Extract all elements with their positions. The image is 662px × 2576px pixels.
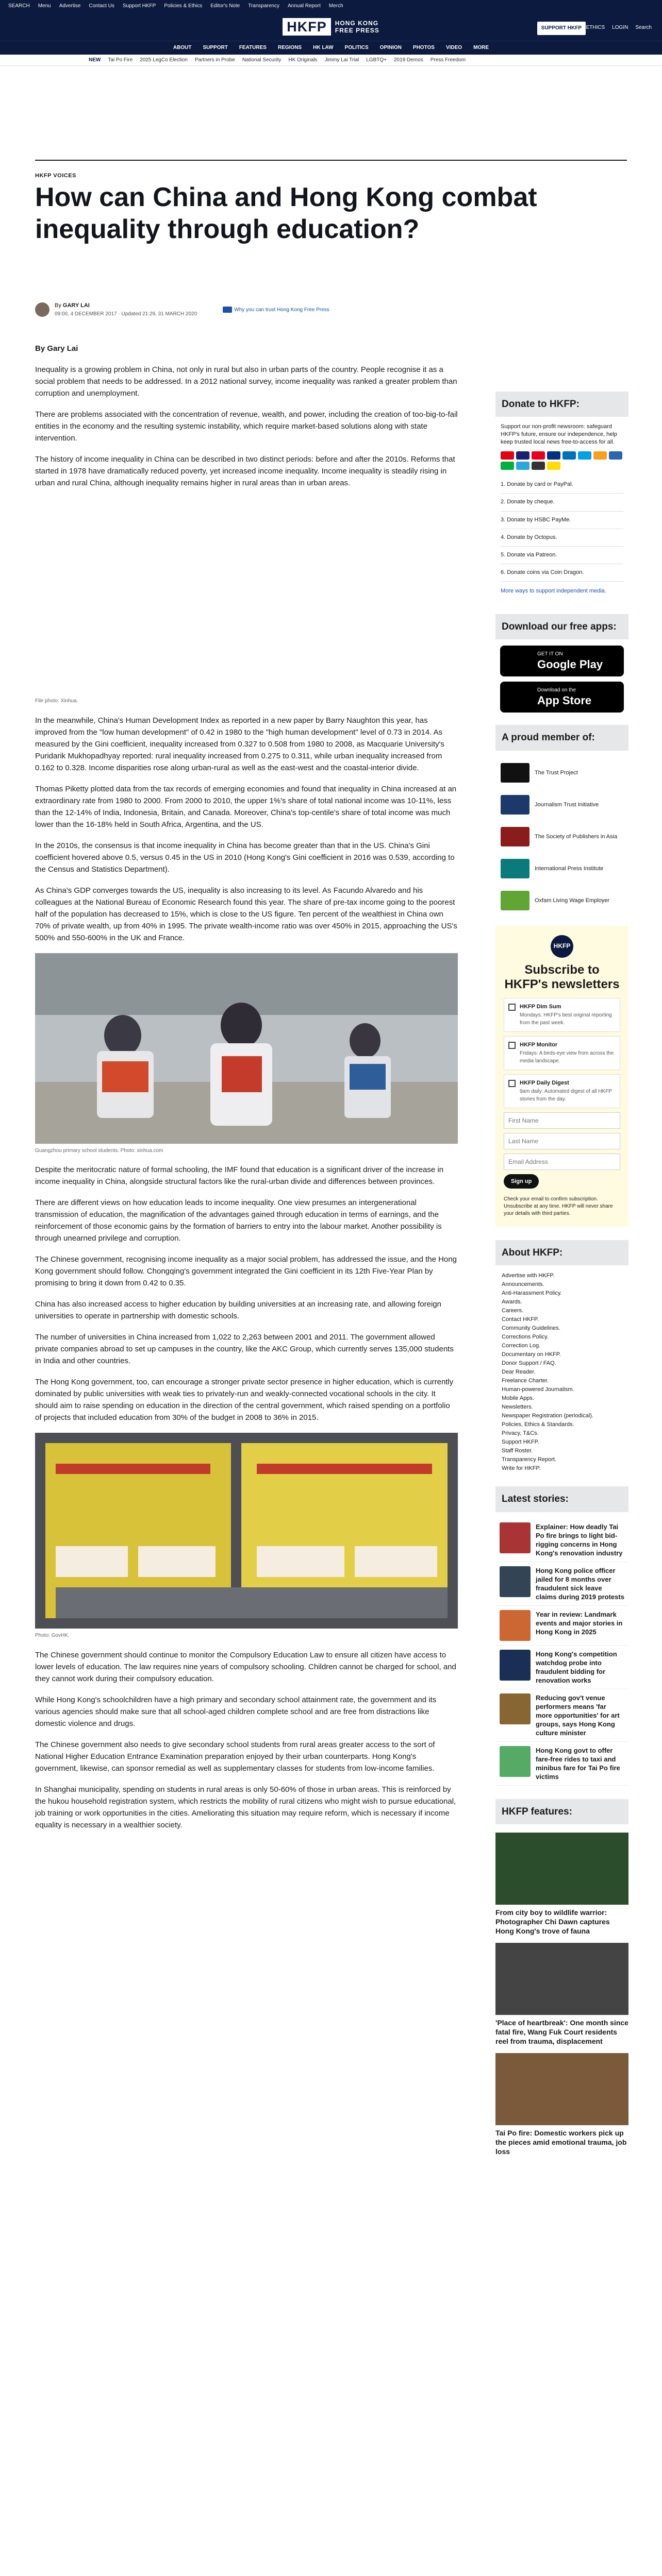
member-logo-icon — [501, 859, 529, 878]
member-org[interactable] — [495, 789, 628, 821]
member-logo-icon — [501, 763, 529, 783]
member-list — [495, 757, 628, 917]
member-name: Oxfam Living Wage Employer — [535, 897, 610, 904]
story-title: Reducing gov't venue performers means 'far more opportunities' for art groups, says Hong Kong culture minister — [536, 1693, 620, 1737]
newsletter-option-text — [520, 1079, 616, 1104]
about-link[interactable]: Announcements. — [502, 1281, 544, 1288]
members-heading: A proud member of: — [495, 725, 628, 750]
member-name: The Trust Project — [535, 769, 578, 776]
feature-story[interactable] — [495, 1941, 628, 2051]
member-org[interactable] — [495, 757, 628, 789]
main-nav — [0, 41, 662, 55]
member-logo-icon — [501, 891, 529, 910]
new-label: NEW — [89, 57, 101, 63]
logo-text — [335, 20, 379, 34]
newsletter-option-desc: Fridays: A birds-eye view from across the media landscape. — [520, 1050, 614, 1064]
paragraph: The history of income inequality in China can be described in two distinct periods: before and after the 2010s. Reforms that started in 1978 have dramatically reduced poverty, yet increased income inequality. Income inequality is steadily rising in urban and rural China, although inequality remains higher in rural areas than in urban areas. — [35, 455, 455, 487]
paragraph: The Chinese government also needs to give secondary school students from rural areas greater access to the sort of National Higher Education Entrance Examination preparation enjoyed by their urban counterparts. Hong Kong's government, likewise, can sponsor remedial as well as supplementary classes for students from low-income families. — [35, 1740, 435, 1773]
tutoring-ads-photo — [35, 1433, 458, 1629]
paragraph: China has also increased access to higher education by building universities at an increasing rate, and allowing foreign universities to operate in partnership with domestic schools. — [35, 1300, 441, 1320]
about-link[interactable]: Privacy, T&Cs. — [502, 1430, 539, 1437]
author-name[interactable]: GARY LAI — [62, 302, 90, 309]
checkbox-icon[interactable] — [508, 1042, 516, 1049]
payment-method-icon — [532, 451, 545, 460]
article-image-1 — [35, 498, 458, 694]
topbar-policies[interactable]: Policies & Ethics — [164, 3, 203, 9]
top-utility-bar — [0, 0, 662, 12]
feature-image — [495, 1943, 628, 2015]
feature-story[interactable] — [495, 2051, 628, 2161]
newsletter-option-desc: Mondays: HKFP's best original reporting from the past week. — [520, 1012, 612, 1026]
paragraph: Thomas Piketty plotted data from the tax records of emerging economies and found that inequality in China increased at an extraordinary rate from 1980 to 2000. From 2000 to 2010, the upper 1%'s share of total national income was 10-11%, less than the 12-14% of India, Indonesia, Britain, and Canada. Moreover, China's top-centile's share of total income was much lower than the 16-18% held in South Africa, Argentina, and the US. — [35, 784, 457, 829]
byline — [35, 301, 329, 318]
latest-story[interactable] — [495, 1689, 628, 1742]
paragraph: The Chinese government should continue to monitor the Compulsory Education Law to ensure all citizen have access to lower levels of education. The law requires nine years of compulsory schooling. Children cannot be charged for school, and they cannot work during their compulsory education. — [35, 1650, 456, 1683]
newsletter-option[interactable] — [504, 1074, 620, 1108]
about-link[interactable]: Correction Log. — [502, 1343, 541, 1349]
story-thumbnail — [500, 1610, 531, 1641]
latest-heading: Latest stories: — [495, 1486, 628, 1512]
payment-icons — [495, 451, 628, 470]
newsletter-option-title: HKFP Dim Sum — [520, 1003, 561, 1010]
feature-title: 'Place of heartbreak': One month since fatal fire, Wang Fuk Court residents reel from trauma, displacement — [495, 2019, 628, 2046]
latest-stories — [495, 1518, 628, 1786]
gplay-big: Google Play — [537, 658, 603, 671]
story-thumbnail — [500, 1566, 531, 1597]
payment-method-icon — [516, 462, 529, 470]
story-thumbnail — [500, 1746, 531, 1777]
masthead — [0, 12, 662, 41]
payment-method-icon — [547, 451, 560, 460]
flag-icon — [223, 307, 232, 313]
about-link[interactable]: Staff Roster. — [502, 1448, 533, 1454]
feature-title: From city boy to wildlife warrior: Photographer Chi Dawn captures Hong Kong's trove of fauna — [495, 1908, 610, 1936]
paragraph: The Chinese government, recognising income inequality as a major social problem, has addressed the issue, and the Hong Kong government should follow. Chongqing's government integrated the Gini coefficient in its 12th Five-Year Plan by promising to bring it down from 0.42 to 0.35. — [35, 1255, 457, 1287]
logo-line2: FREE PRESS — [335, 26, 379, 34]
hkfp-logo[interactable] — [283, 18, 379, 36]
about-heading: About HKFP: — [495, 1240, 628, 1265]
paragraph: There are different views on how education leads to income inequality. One view presumes an intergenerational transmission of education, the magnification of the advantages gained through education in terms of earnings, and the reinforcement of those economic gains by the formation of barriers to entry into the labour market. Another possibility is through unearned privilege and corruption. — [35, 1198, 442, 1243]
email-input[interactable] — [504, 1154, 620, 1170]
paragraph: As China's GDP converges towards the US, inequality is also increasing to its level. As Facundo Alvaredo and his colleagues at the National Bureau of Economic Research found this year. The share of pre-tax income going to the poorest half of the population has decreased to 15%, which is close to the US figure. Ten percent of the wealthiest in China own 70% of private wealth, up from 40% in 1995. The private wealth-income ratio was over 450% in 2015, approaching the US's 500% and 550-600% in the UK and France. — [35, 886, 457, 942]
nav-support[interactable]: SUPPORT — [203, 45, 228, 51]
nav-features[interactable]: FEATURES — [239, 45, 267, 51]
member-org[interactable] — [495, 885, 628, 917]
support-hkfp-button[interactable]: SUPPORT HKFP — [537, 22, 586, 35]
features-heading: HKFP features: — [495, 1799, 628, 1824]
nav-photos[interactable]: PHOTOS — [412, 45, 435, 51]
trending-bar — [0, 55, 662, 66]
trending-item[interactable]: National Security — [242, 57, 282, 63]
about-link[interactable]: Mobile Apps. — [502, 1395, 534, 1402]
newsletter-box — [495, 926, 628, 1227]
about-link[interactable]: Dear Reader. — [502, 1369, 536, 1376]
checkbox-icon[interactable] — [508, 1004, 516, 1011]
paragraph: In the meanwhile, China's Human Development Index as reported in a new paper by Barry Naughton this year, has improved from the "low human development" of 0.42 in 1980 to the "high human development" level of 0.73 in 2014. As measured by the Gini coefficient, inequality increased from 0.327 to 0.508 from 1980 to 2008, as Macquarie University's Puridarik Mukhopadhyay reported: rural inequality increased from 0.275 to 0.311, while urban inequality increased from 0.162 to 0.328. Income disparities rose along urban-rural as well as the east-west and the coastal-interior divide. — [35, 716, 444, 772]
sidebar — [495, 392, 628, 2161]
donate-method[interactable]: 5. Donate via Patreon. — [501, 547, 623, 564]
member-org[interactable] — [495, 821, 628, 853]
newsletter-options — [504, 998, 620, 1108]
paragraph: There are problems associated with the concentration of revenue, wealth, and power, including the creation of too-big-to-fail entities in the economy and the resulting systemic instability, which require market-based solutions along with state intervention. — [35, 410, 458, 443]
paragraph: The Hong Kong government, too, can encourage a stronger private sector presence in higher education, which is currently dominated by public universities with weak ties to privately-run and weakly-connected vocational schools in the city. It should aim to raise spending on education in the direction of the central government, which raised spending on a portfolio of projects that included education from 30% of the budget in 2008 to 36% in 2015. — [35, 1378, 454, 1422]
nav-more[interactable]: MORE — [473, 45, 489, 51]
about-link[interactable]: Documentary on HKFP. — [502, 1351, 561, 1358]
google-play-button[interactable] — [500, 646, 624, 676]
nav-politics[interactable]: POLITICS — [344, 45, 369, 51]
more-ways-link[interactable]: More ways to support independent media. — [501, 587, 606, 594]
apps-heading: Download our free apps: — [495, 614, 628, 639]
member-name: The Society of Publishers in Asia — [535, 833, 618, 840]
donate-text: Support our non-profit newsroom: safeguard HKFP's future, ensure our independence, help keep trusted local news free-to-access for all. — [501, 423, 617, 446]
story-title: Hong Kong govt to offer fare-free rides to taxi and minibus fare for Tai Po fire victims — [536, 1746, 620, 1781]
last-name-input[interactable] — [504, 1133, 620, 1149]
feature-title: Tai Po fire: Domestic workers pick up the pieces amid emotional trauma, job loss — [495, 2129, 627, 2156]
payment-method-icon — [593, 451, 607, 460]
header-divider — [35, 160, 627, 161]
masthead-links — [586, 24, 652, 32]
appstore-small: Download on the — [537, 687, 576, 693]
newsletter-option-title: HKFP Daily Digest — [520, 1079, 569, 1086]
trending-item[interactable]: LGBTQ+ — [366, 57, 387, 63]
payment-method-icon — [501, 462, 514, 470]
story-title: Year in review: Landmark events and major stories in Hong Kong in 2025 — [536, 1610, 623, 1636]
category-label[interactable]: HKFP VOICES — [35, 173, 76, 179]
paragraph: The number of universities in China increased from 1,022 to 2,263 between 2001 and 2011. The government allowed private companies abroad to set up campuses in the country, like the AKC Group, which currently serves 135,000 students in India and other countries. — [35, 1333, 454, 1365]
appstore-big: App Store — [537, 694, 592, 707]
story-title: Hong Kong's competition watchdog probe into fraudulent bidding for renovation works — [536, 1650, 617, 1684]
ethics-link[interactable]: ETHICS — [586, 25, 605, 30]
latest-story[interactable] — [495, 1518, 628, 1562]
topbar-contact[interactable]: Contact Us — [89, 3, 114, 9]
nav-regions[interactable]: REGIONS — [277, 45, 302, 51]
image-caption: Photo: GovHK. — [35, 1633, 70, 1638]
search-icon[interactable]: Search — [635, 25, 652, 30]
nav-video[interactable]: VIDEO — [445, 45, 462, 51]
trending-item[interactable]: Tai Po Fire — [108, 57, 133, 63]
newsletter-option-text — [520, 1003, 616, 1027]
member-org[interactable] — [495, 853, 628, 885]
about-link[interactable]: Support HKFP. — [502, 1439, 539, 1446]
newsletter-option[interactable] — [504, 998, 620, 1032]
article-body — [35, 343, 458, 1840]
about-link[interactable]: Anti-Harassment Policy. — [502, 1290, 562, 1297]
nav-opinion[interactable]: OPINION — [379, 45, 402, 51]
feature-stories — [495, 1831, 628, 2161]
paragraph: In Shanghai municipality, spending on students in rural areas is only 50-60% of those in urban areas. This is reinforced by the hukou household registration system, which restricts the mobility of rural citizens who might wish to pursue educational, job training or work opportunities in the cities. Ameliorating this situation may require reform, which is necessary if income equality is necessary in a wealthier society. — [35, 1785, 456, 1829]
author-avatar — [35, 302, 49, 317]
about-link[interactable]: Newspaper Registration (periodical). — [502, 1413, 593, 1419]
story-thumbnail — [500, 1522, 531, 1553]
about-list — [495, 1272, 628, 1473]
member-logo-icon — [501, 795, 529, 815]
donate-heading: Donate to HKFP: — [495, 392, 628, 417]
donate-method[interactable]: 2. Donate by cheque. — [501, 494, 623, 511]
donate-method[interactable]: 1. Donate by card or PayPal. — [501, 476, 623, 494]
students-photo — [35, 953, 458, 1144]
page-title: How can China and Hong Kong combat inequality through education? — [35, 182, 537, 244]
trending-item[interactable]: Partners in Probe — [195, 57, 235, 63]
feature-image — [495, 1833, 628, 1905]
trust-link-text: Why you can trust Hong Kong Free Press — [234, 307, 329, 313]
trust-link[interactable] — [223, 306, 329, 314]
about-link[interactable]: Corrections Policy. — [502, 1334, 549, 1341]
topbar-menu[interactable]: Menu — [38, 3, 51, 9]
donate-method[interactable]: 3. Donate by HSBC PayMe. — [501, 512, 623, 529]
about-link[interactable]: Community Guidelines. — [502, 1325, 560, 1332]
paragraph: Despite the meritocratic nature of formal schooling, the IMF found that education is a significant driver of the increase in income inequality in China, alongside structural factors like the rural-urban divide and differences between provinces. — [35, 1165, 444, 1186]
logo-line1: HONG KONG — [335, 19, 379, 27]
topbar-transparency[interactable]: Transparency — [248, 3, 279, 9]
paragraph: In the 2010s, the consensus is that income inequality in China has become greater than that in the US. China's Gini coefficient hovered above 0.5, versus 0.45 in the US in 2010 (Hong Kong's Gini coefficient in 2016 was 0.539, according to the Census and Statistics Department). — [35, 841, 455, 874]
topbar-annual-report[interactable]: Annual Report — [287, 3, 321, 9]
about-link[interactable]: Write for HKFP. — [502, 1465, 541, 1472]
article-byline: By Gary Lai — [35, 344, 78, 353]
author-prefix: By — [55, 302, 61, 309]
trending-item[interactable]: HK Originals — [288, 57, 318, 63]
about-link[interactable]: Awards. — [502, 1299, 522, 1306]
image-caption: Guangzhou primary school students. Photo: xinhua.com — [35, 1147, 163, 1154]
payment-method-icon — [547, 462, 560, 470]
trending-item[interactable]: 2025 LegCo Election — [140, 57, 188, 63]
latest-story[interactable] — [495, 1562, 628, 1606]
about-link[interactable]: Human-powered Journalism. — [502, 1386, 574, 1393]
newsletter-option-title: HKFP Monitor — [520, 1041, 558, 1048]
publish-date: 09:00, 4 DECEMBER 2017 · Updated 21:29, 31 MARCH 2020 — [55, 311, 197, 317]
about-link[interactable]: Contact HKFP. — [502, 1316, 539, 1323]
sign-up-button[interactable]: Sign up — [504, 1174, 539, 1189]
donate-method[interactable]: 6. Donate coins via Coin Dragon. — [501, 564, 623, 582]
story-title: Hong Kong police officer jailed for 8 months over fraudulent sick leave claims during 2019 protests — [536, 1566, 624, 1601]
newsletter-option-desc: 9am daily: Automated digest of all HKFP stories from the day. — [520, 1088, 612, 1103]
newsletter-option-text — [520, 1041, 616, 1065]
member-logo-icon — [501, 827, 529, 846]
trending-item[interactable]: 2019 Demos — [394, 57, 423, 63]
students-photo-illustration — [35, 953, 458, 1144]
newsletter-badge: HKFP — [551, 935, 573, 958]
latest-story[interactable] — [495, 1606, 628, 1646]
about-link[interactable]: Freelance Charter. — [502, 1378, 549, 1384]
paragraph: While Hong Kong's schoolchildren have a high primary and secondary school attainment rate, the government and its various agencies should make sure that all school-aged children complete school and are free from distractions like domestic violence and drugs. — [35, 1695, 437, 1728]
tutoring-ads-illustration — [35, 1433, 458, 1629]
about-link[interactable]: Advertise with HKFP. — [502, 1273, 555, 1279]
first-name-input[interactable] — [504, 1112, 620, 1129]
nav-hk-law[interactable]: HK LAW — [313, 45, 334, 51]
member-name: International Press Institute — [535, 865, 604, 872]
gplay-small: GET IT ON — [537, 651, 563, 657]
about-link[interactable]: Transparency Report. — [502, 1456, 556, 1463]
checkbox-icon[interactable] — [508, 1080, 516, 1087]
story-thumbnail — [500, 1650, 531, 1681]
topbar-editors-note[interactable]: Editor's Note — [210, 3, 240, 9]
trending-item[interactable]: Jimmy Lai Trial — [324, 57, 359, 63]
payment-method-icon — [532, 462, 545, 470]
donate-method[interactable]: 4. Donate by Octopus. — [501, 529, 623, 547]
feature-story[interactable] — [495, 1831, 628, 1941]
latest-story[interactable] — [495, 1742, 628, 1786]
payment-method-icon — [501, 451, 514, 460]
payment-method-icon — [578, 451, 591, 460]
payment-method-icon — [516, 451, 529, 460]
member-name: Journalism Trust Initiative — [535, 801, 599, 808]
trending-item[interactable]: Press Freedom — [430, 57, 466, 63]
payment-method-icon — [562, 451, 576, 460]
logo-box: HKFP — [283, 18, 331, 36]
newsletter-option[interactable] — [504, 1036, 620, 1070]
topbar-advertise[interactable]: Advertise — [59, 3, 81, 9]
story-thumbnail — [500, 1693, 531, 1724]
nav-about[interactable]: ABOUT — [173, 45, 192, 51]
about-link[interactable]: Policies, Ethics & Standards. — [502, 1421, 574, 1428]
topbar-support[interactable]: Support HKFP — [122, 3, 156, 9]
app-store-button[interactable] — [500, 682, 624, 713]
image-caption: File photo: Xinhua. — [35, 698, 78, 704]
newsletter-note: Check your email to confirm subscription. Unsubscribe at any time. HKFP will never share your details with third parties. — [504, 1196, 613, 1216]
login-link[interactable]: LOGIN — [612, 25, 628, 30]
payment-method-icon — [609, 451, 622, 460]
about-link[interactable]: Newsletters. — [502, 1404, 533, 1411]
donate-methods — [495, 476, 628, 581]
latest-story[interactable] — [495, 1646, 628, 1689]
paragraph: Inequality is a growing problem in China, not only in rural but also in urban parts of the country. People recognise it as a social problem that needs to be addressed. In a 2012 national survey, income inequality was ranked a greater problem than corruption and unemployment. — [35, 365, 457, 398]
about-link[interactable]: Careers. — [502, 1308, 524, 1314]
topbar-merch[interactable]: Merch — [328, 3, 343, 9]
story-title: Explainer: How deadly Tai Po fire brings to light bid-rigging concerns in Hong Kong's renovation industry — [536, 1522, 623, 1557]
feature-image — [495, 2053, 628, 2125]
newsletter-title: Subscribe to HKFP's newsletters — [504, 962, 620, 991]
topbar-search[interactable]: SEARCH — [8, 3, 30, 9]
about-link[interactable]: Donor Support / FAQ. — [502, 1360, 556, 1367]
